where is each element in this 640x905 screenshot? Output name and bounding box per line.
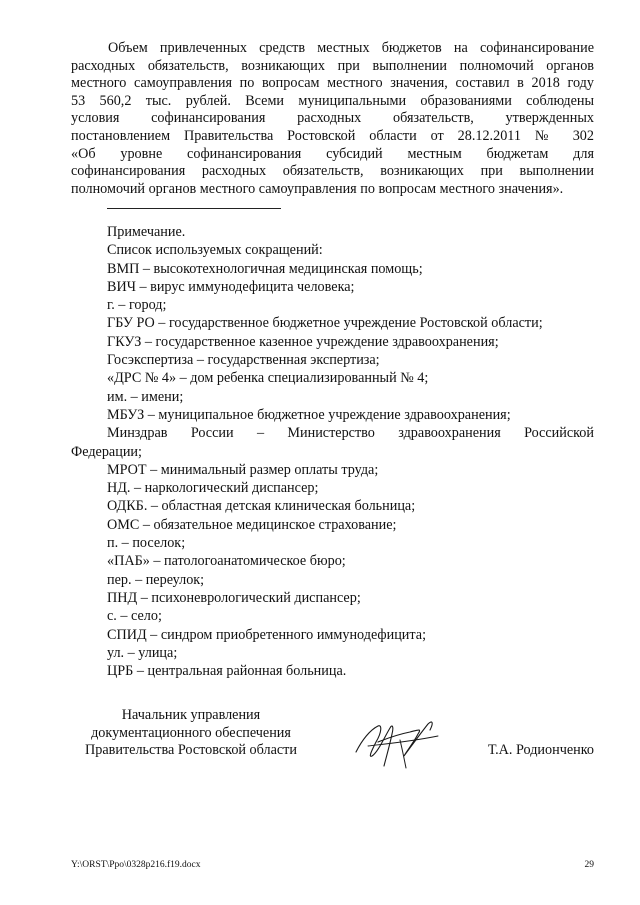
abbreviation-item: НД. – наркологический диспансер;	[107, 480, 319, 497]
abbreviation-item: ГКУЗ – государственное казенное учреждение здравоохранения;	[107, 333, 499, 350]
abbreviation-item: ОДКБ. – областная детская клиническая больница;	[107, 498, 416, 515]
paragraph-line: 53 560,2 тыс. рублей. Всеми муниципальными образованиями соблюдены	[71, 92, 594, 109]
abbreviation-item: ГБУ РО – государственное бюджетное учреждение Ростовской области;	[107, 315, 543, 332]
note-heading: Примечание.	[107, 224, 186, 240]
signatory-name: Т.А. Родионченко	[487, 742, 594, 758]
abbreviation-item: ВМП – высокотехнологичная медицинская помощь;	[107, 260, 423, 277]
paragraph-line: Объем привлеченных средств местных бюджетов на софинансирование	[108, 40, 594, 56]
abbreviation-item: «ДРС № 4» – дом ребенка специализированный № 4;	[107, 370, 429, 387]
abbreviation-item: МРОТ – минимальный размер оплаты труда;	[107, 461, 379, 478]
abbreviation-item: им. – имени;	[107, 388, 184, 405]
abbreviation-item: ОМС – обязательное медицинское страхование;	[107, 516, 397, 533]
body-paragraph	[71, 40, 594, 198]
abbreviation-item: ПНД – психоневрологический диспансер;	[107, 589, 361, 606]
signatory-position	[71, 707, 311, 760]
position-line: Начальник управления	[121, 707, 261, 723]
abbreviation-item: Минздрав России – Министерство здравоохранения Российской	[107, 425, 594, 442]
abbreviation-item: п. – поселок;	[107, 535, 186, 552]
paragraph-line: местного самоуправления по вопросам местного значения, составил в 2018 году	[71, 75, 594, 92]
footer-file-path: Y:\ORST\Ppo\0328p216.f19.docx	[71, 860, 201, 870]
paragraph-line: расходных обязательств, возникающих при выполнении полномочий органов	[71, 57, 594, 74]
note-subheading: Список используемых сокращений:	[107, 242, 323, 259]
footnote-separator	[107, 208, 281, 209]
abbreviation-item-continued: Федерации;	[71, 443, 142, 460]
abbreviations-note	[71, 223, 594, 680]
abbreviation-item: ЦРБ – центральная районная больница.	[107, 663, 347, 680]
abbreviation-item: г. – город;	[107, 297, 167, 314]
paragraph-line: «Об уровне софинансирования субсидий местным бюджетам для	[71, 145, 594, 162]
page-number: 29	[584, 860, 594, 870]
position-line: Правительства Ростовской области	[85, 742, 297, 759]
abbreviation-item: пер. – переулок;	[107, 571, 205, 588]
abbreviation-item: ул. – улица;	[107, 644, 178, 661]
handwritten-signature	[348, 712, 448, 772]
abbreviation-item: «ПАБ» – патологоанатомическое бюро;	[107, 553, 346, 570]
abbreviation-item: с. – село;	[107, 608, 162, 625]
abbreviation-item: Госэкспертиза – государственная экспертиза;	[107, 352, 380, 369]
position-line: документационного обеспечения	[91, 724, 291, 741]
abbreviation-item: МБУЗ – муниципальное бюджетное учреждение здравоохранения;	[107, 406, 511, 423]
paragraph-line: софинансирования расходных обязательств, возникающих при выполнении	[71, 163, 594, 180]
abbreviation-item: СПИД – синдром приобретенного иммунодефицита;	[107, 626, 427, 643]
paragraph-line: условия софинансирования расходных обязательств, утвержденных	[71, 110, 594, 127]
abbreviation-item: ВИЧ – вирус иммунодефицита человека;	[107, 278, 355, 295]
paragraph-line: постановлением Правительства Ростовской области от 28.12.2011 № 302	[71, 127, 594, 144]
paragraph-line: полномочий органов местного самоуправления по вопросам местного значения».	[71, 180, 564, 197]
